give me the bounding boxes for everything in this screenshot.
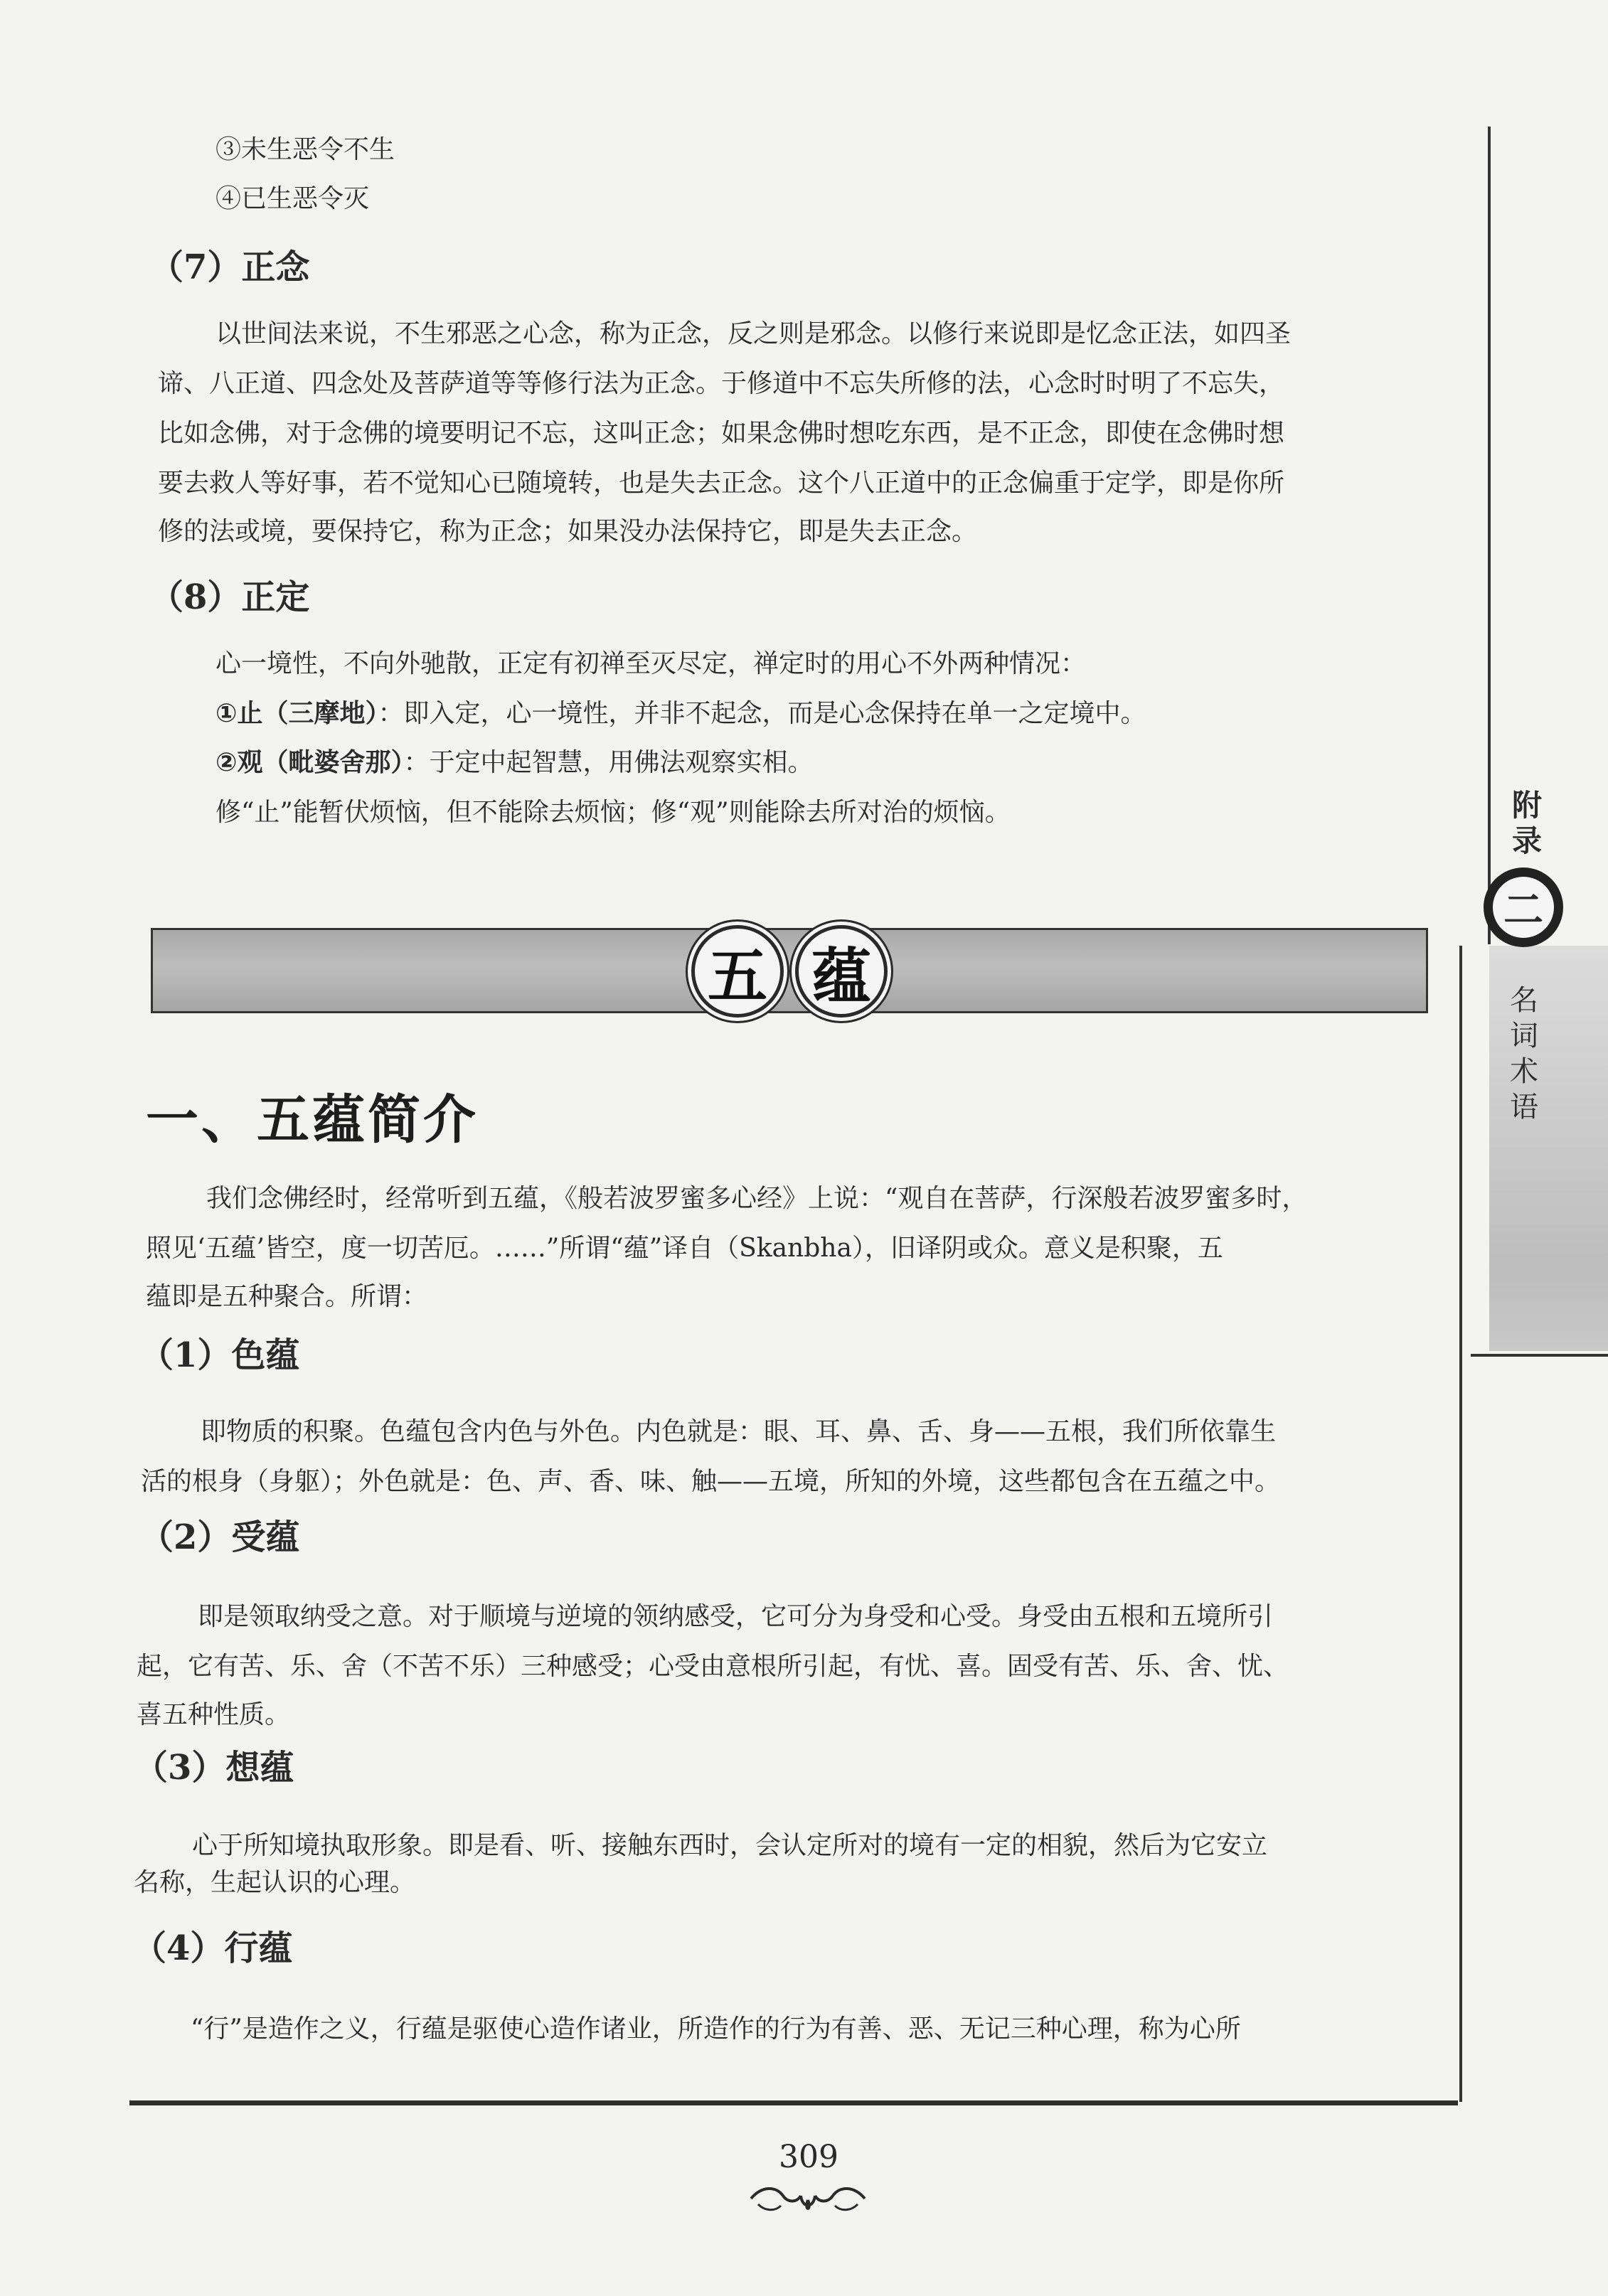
page-number: 309 xyxy=(779,2139,838,2175)
sidebar-circle-number: 二 xyxy=(1503,887,1543,934)
ornament-icon xyxy=(744,2179,872,2218)
heading-formation-aggregate: （4）行蕴 xyxy=(132,1928,293,1968)
paragraph-line: 即是领取纳受之意。对于顺境与逆境的领纳感受，它可分为身受和心受。身受由五根和五境所引 xyxy=(198,1602,1274,1631)
right-border-line-lower xyxy=(1459,946,1462,2102)
banner-char-aggregate: 蕴 xyxy=(795,925,888,1018)
paragraph-line: 以世间法来说，不生邪恶之心念，称为正念，反之则是邪念。以修行来说即是忆念正法，如四圣 xyxy=(215,319,1292,348)
heading-right-concentration: （8）正定 xyxy=(149,577,310,617)
paragraph-line: 心于所知境执取形象。即是看、听、接触东西时，会认定所对的境有一定的相貌，然后为它安立 xyxy=(192,1831,1268,1860)
item-text: ：于定中起智慧，用佛法观察实相。 xyxy=(403,748,814,777)
paragraph-line: 活的根身（身躯）；外色就是：色、声、香、味、触——五境，所知的外境，这些都包含在五蕴之中。 xyxy=(141,1467,1281,1496)
footer-rule xyxy=(129,2100,1458,2105)
chapter-banner xyxy=(151,928,1428,1013)
paragraph-line: 修“止”能暂伏烦恼，但不能除去烦恼；修“观”则能除去所对治的烦恼。 xyxy=(215,798,1011,827)
heading-form-aggregate: （1）色蕴 xyxy=(139,1335,300,1375)
paragraph-line: 要去救人等好事，若不觉知心已随境转，也是失去正念。这个八正道中的正念偏重于定学，即是你所 xyxy=(158,469,1285,498)
paragraph-line: 修的法或境，要保持它，称为正念；如果没办法保持它，即是失去正念。 xyxy=(158,517,978,546)
paragraph-line: 谛、八正道、四念处及菩萨道等等修行法为正念。于修道中不忘失所修的法，心念时时明了不忘失， xyxy=(158,369,1285,398)
heading-perception-aggregate: （3）想蕴 xyxy=(134,1748,294,1788)
paragraph-line: 即物质的积聚。色蕴包含内色与外色。内色就是：眼、耳、鼻、舌、身——五根，我们所依靠生 xyxy=(201,1417,1277,1446)
sidebar-label-appendix: 附录 xyxy=(1511,788,1542,858)
sidebar-label-terms: 名词术语 xyxy=(1510,984,1538,1123)
item-label: ①止（三摩地） xyxy=(215,699,378,728)
right-divider-line xyxy=(1471,1354,1608,1357)
paragraph-line: 心一境性，不向外驰散，正定有初禅至灭尽定，禅定时的用心不外两种情况： xyxy=(215,649,1087,678)
sidebar-circle xyxy=(1484,867,1563,947)
item-text: ：即入定，心一境性，并非不起念，而是心念保持在单一之定境中。 xyxy=(378,699,1146,728)
paragraph-line: 我们念佛经时，经常听到五蕴，《般若波罗蜜多心经》上说：“观自在菩萨，行深般若波罗蜜多时， xyxy=(206,1184,1308,1213)
list-item xyxy=(215,750,814,776)
section-title: 一、五蕴简介 xyxy=(146,1089,479,1150)
banner-char-five: 五 xyxy=(691,925,784,1018)
paragraph-line: 比如念佛，对于念佛的境要明记不忘，这叫正念；如果念佛时想吃东西，是不正念，即使在念佛时想 xyxy=(158,419,1285,448)
paragraph-line: 蕴即是五种聚合。所谓： xyxy=(146,1282,428,1311)
heading-feeling-aggregate: （2）受蕴 xyxy=(139,1517,300,1557)
paragraph-line: 名称，生起认识的心理。 xyxy=(134,1868,416,1897)
paragraph-line: “行”是造作之义，行蕴是驱使心造作诸业，所造作的行为有善、恶、无记三种心理，称为心所 xyxy=(191,2014,1241,2044)
paragraph-line: 照见‘五蕴’皆空，度一切苦厄。……”所谓“蕴”译自（Skanbha），旧译阴或众。意义是积聚，五 xyxy=(146,1234,1223,1263)
item-label: ②观（毗婆舍那） xyxy=(215,748,404,777)
paragraph-line: 喜五种性质。 xyxy=(137,1700,291,1729)
heading-right-mindfulness: （7）正念 xyxy=(149,247,310,287)
list-item: ③未生恶令不生 xyxy=(215,135,395,164)
right-border-line-upper xyxy=(1488,127,1491,944)
list-item: ④已生恶令灭 xyxy=(215,184,370,213)
paragraph-line: 起，它有苦、乐、舍（不苦不乐）三种感受；心受由意根所引起，有忧、喜。固受有苦、乐、舍、忧、 xyxy=(137,1652,1289,1681)
list-item xyxy=(215,701,1146,727)
